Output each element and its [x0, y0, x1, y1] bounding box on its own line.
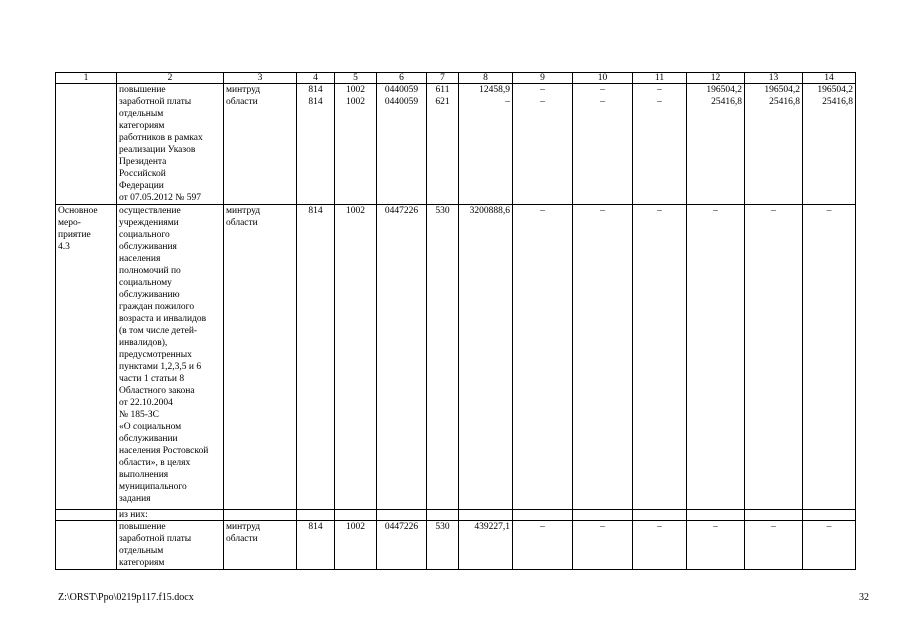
- empty-cell: [459, 510, 513, 521]
- column-number-8: 8: [459, 73, 513, 84]
- cell-col-3: [224, 205, 297, 510]
- empty-cell: [513, 510, 573, 521]
- cell-line: меро-: [58, 218, 81, 228]
- cell-col-5: [335, 205, 377, 510]
- cell-line: области: [226, 97, 258, 107]
- empty-cell: [633, 510, 687, 521]
- column-number-12: 12: [687, 73, 745, 84]
- cell-col-5: [335, 521, 377, 570]
- cell-line: повышение: [119, 85, 166, 95]
- cell-col-11: [633, 84, 687, 205]
- cell-line: области: [226, 218, 258, 228]
- cell-line: заработной платы: [119, 534, 192, 544]
- table-row: [56, 510, 856, 521]
- cell-line: 439227,1: [474, 522, 510, 532]
- cell-line: 814: [308, 85, 323, 95]
- cell-col-14: [803, 205, 856, 510]
- cell-line: –: [600, 522, 605, 532]
- empty-cell: [573, 510, 633, 521]
- cell-line: 621: [435, 97, 450, 107]
- cell-line: –: [826, 206, 832, 216]
- empty-cell: [377, 510, 427, 521]
- cell-line: –: [657, 206, 662, 216]
- cell-line: –: [657, 97, 662, 107]
- cell-line: Основное: [58, 206, 98, 216]
- cell-col-10: [573, 84, 633, 205]
- column-number-13: 13: [745, 73, 803, 84]
- cell-line: 25416,8: [711, 97, 742, 107]
- cell-line: 814: [308, 97, 323, 107]
- table-row: [56, 521, 856, 570]
- cell-line: –: [600, 85, 605, 95]
- cell-line: –: [713, 206, 718, 216]
- column-number-7: 7: [427, 73, 459, 84]
- table-row: [56, 205, 856, 510]
- cell-col-7: [427, 521, 459, 570]
- cell-col-3: [224, 521, 297, 570]
- column-number-row: [56, 73, 856, 84]
- cell-line: –: [505, 97, 510, 107]
- cell-line: от 07.05.2012 № 597: [119, 193, 201, 203]
- cell-line: обслуживании: [119, 434, 178, 444]
- cell-line: заработной платы: [119, 97, 192, 107]
- cell-line: –: [771, 522, 776, 532]
- table-row: [56, 84, 856, 205]
- cell-col-9: [513, 84, 573, 205]
- cell-line: Областного закона: [119, 386, 195, 396]
- cell-line: приятие: [58, 230, 91, 240]
- cell-col-8: [459, 521, 513, 570]
- cell-line: минтруд: [226, 522, 261, 532]
- cell-col-14: [803, 84, 856, 205]
- cell-col-4: [297, 205, 335, 510]
- cell-line: 196504,2: [764, 85, 800, 95]
- cell-line: 814: [308, 522, 323, 532]
- cell-line: 196504,2: [817, 85, 853, 95]
- cell-line: –: [540, 85, 545, 95]
- empty-cell: [335, 510, 377, 521]
- cell-line: обслуживания: [119, 242, 177, 252]
- file-path: Z:\ORST\Ppo\0219p117.f15.docx: [58, 592, 194, 603]
- cell-line: –: [826, 522, 832, 532]
- cell-col-12: [687, 205, 745, 510]
- cell-col-1: [56, 521, 117, 570]
- cell-line: –: [771, 206, 776, 216]
- cell-col-4: [297, 521, 335, 570]
- cell-col-3: [224, 84, 297, 205]
- cell-line: минтруд: [226, 85, 261, 95]
- cell-col-11: [633, 521, 687, 570]
- cell-col-9: [513, 205, 573, 510]
- cell-line: учреждениями: [119, 218, 179, 228]
- cell-col-6: [377, 521, 427, 570]
- cell-line: работников в рамках: [119, 133, 203, 143]
- cell-line: части 1 статьи 8: [119, 374, 185, 384]
- cell-col-13: [745, 84, 803, 205]
- cell-line: реализации Указов: [119, 145, 196, 155]
- cell-line: инвалидов),: [119, 338, 168, 348]
- empty-cell: [745, 510, 803, 521]
- cell-col-6: [377, 84, 427, 205]
- cell-col-12: [687, 84, 745, 205]
- empty-cell: [803, 510, 856, 521]
- cell-line: № 185-ЗС: [119, 410, 159, 420]
- column-number-6: 6: [377, 73, 427, 84]
- cell-line: возраста и инвалидов: [119, 314, 207, 324]
- column-number-3: 3: [224, 73, 297, 84]
- cell-line: –: [713, 522, 718, 532]
- cell-col-13: [745, 205, 803, 510]
- column-number-1: 1: [56, 73, 117, 84]
- cell-line: минтруд: [226, 206, 261, 216]
- cell-line: Президента: [119, 157, 167, 167]
- cell-col-6: [377, 205, 427, 510]
- empty-cell: [297, 510, 335, 521]
- cell-line: 1002: [346, 85, 365, 95]
- cell-line: (в том числе детей-: [119, 326, 198, 336]
- cell-col-13: [745, 521, 803, 570]
- cell-col-2: [117, 521, 224, 570]
- cell-line: –: [657, 85, 662, 95]
- cell-line: 1002: [346, 97, 365, 107]
- cell-line: –: [540, 522, 545, 532]
- cell-col-7: [427, 205, 459, 510]
- cell-line: муниципального: [119, 482, 187, 492]
- column-number-4: 4: [297, 73, 335, 84]
- column-number-5: 5: [335, 73, 377, 84]
- cell-line: 530: [435, 522, 450, 532]
- cell-col-5: [335, 84, 377, 205]
- cell-line: 0440059: [384, 85, 419, 95]
- empty-cell: [56, 510, 117, 521]
- cell-line: 530: [435, 206, 450, 216]
- empty-cell: [224, 510, 297, 521]
- cell-col-4: [297, 84, 335, 205]
- cell-line: отдельным: [119, 546, 164, 556]
- cell-col-10: [573, 521, 633, 570]
- cell-line: граждан пожилого: [119, 302, 195, 312]
- cell-line: 25416,8: [769, 97, 800, 107]
- column-number-11: 11: [633, 73, 687, 84]
- budget-table: [55, 72, 856, 570]
- cell-line: 611: [435, 85, 450, 95]
- column-number-10: 10: [573, 73, 633, 84]
- cell-line: 0447226: [384, 206, 419, 216]
- column-number-14: 14: [803, 73, 856, 84]
- cell-line: –: [600, 97, 605, 107]
- cell-col-9: [513, 521, 573, 570]
- cell-col-14: [803, 521, 856, 570]
- cell-col-2: [117, 84, 224, 205]
- empty-cell: [687, 510, 745, 521]
- cell-line: Российской: [119, 169, 166, 179]
- cell-line: задания: [119, 494, 151, 504]
- cell-line: 4.3: [58, 242, 70, 252]
- cell-line: 12458,9: [479, 85, 510, 95]
- cell-line: области», в целях: [119, 458, 191, 468]
- cell-line: от 22.10.2004: [119, 398, 173, 408]
- cell-line: –: [540, 97, 545, 107]
- cell-col-7: [427, 84, 459, 205]
- cell-line: выполнения: [119, 470, 169, 480]
- cell-line: отдельным: [119, 109, 164, 119]
- cell-line: 196504,2: [706, 85, 742, 95]
- empty-cell: [427, 510, 459, 521]
- cell-line: 1002: [346, 522, 365, 532]
- cell-line: 3200888,6: [469, 206, 510, 216]
- cell-line: «О социальном: [119, 422, 182, 432]
- cell-line: категориям: [119, 558, 165, 568]
- cell-line: обслуживанию: [119, 290, 180, 300]
- cell-line: –: [600, 206, 605, 216]
- cell-col-10: [573, 205, 633, 510]
- cell-line: полномочий по: [119, 266, 181, 276]
- cell-col-8: [459, 84, 513, 205]
- cell-col-1: [56, 205, 117, 510]
- cell-line: –: [540, 206, 545, 216]
- cell-line: населения: [119, 254, 161, 264]
- cell-line: –: [657, 522, 662, 532]
- cell-line: предусмотренных: [119, 350, 192, 360]
- cell-line: населения Ростовской: [119, 446, 209, 456]
- cell-line: 25416,8: [822, 97, 853, 107]
- subheading-cell: из них:: [117, 510, 224, 521]
- column-number-9: 9: [513, 73, 573, 84]
- cell-line: 814: [308, 206, 323, 216]
- cell-col-12: [687, 521, 745, 570]
- cell-col-2: [117, 205, 224, 510]
- cell-line: категориям: [119, 121, 165, 131]
- cell-line: 0440059: [384, 97, 419, 107]
- cell-line: социального: [119, 230, 170, 240]
- cell-col-11: [633, 205, 687, 510]
- page-number: 32: [859, 592, 869, 603]
- cell-line: 0447226: [384, 522, 419, 532]
- cell-line: осуществление: [119, 206, 181, 216]
- cell-line: 1002: [346, 206, 365, 216]
- column-number-2: 2: [117, 73, 224, 84]
- cell-line: Федерации: [119, 181, 164, 191]
- cell-line: пунктами 1,2,3,5 и 6: [119, 362, 202, 372]
- cell-col-8: [459, 205, 513, 510]
- cell-line: повышение: [119, 522, 166, 532]
- cell-line: области: [226, 534, 258, 544]
- cell-line: социальному: [119, 278, 172, 288]
- cell-col-1: [56, 84, 117, 205]
